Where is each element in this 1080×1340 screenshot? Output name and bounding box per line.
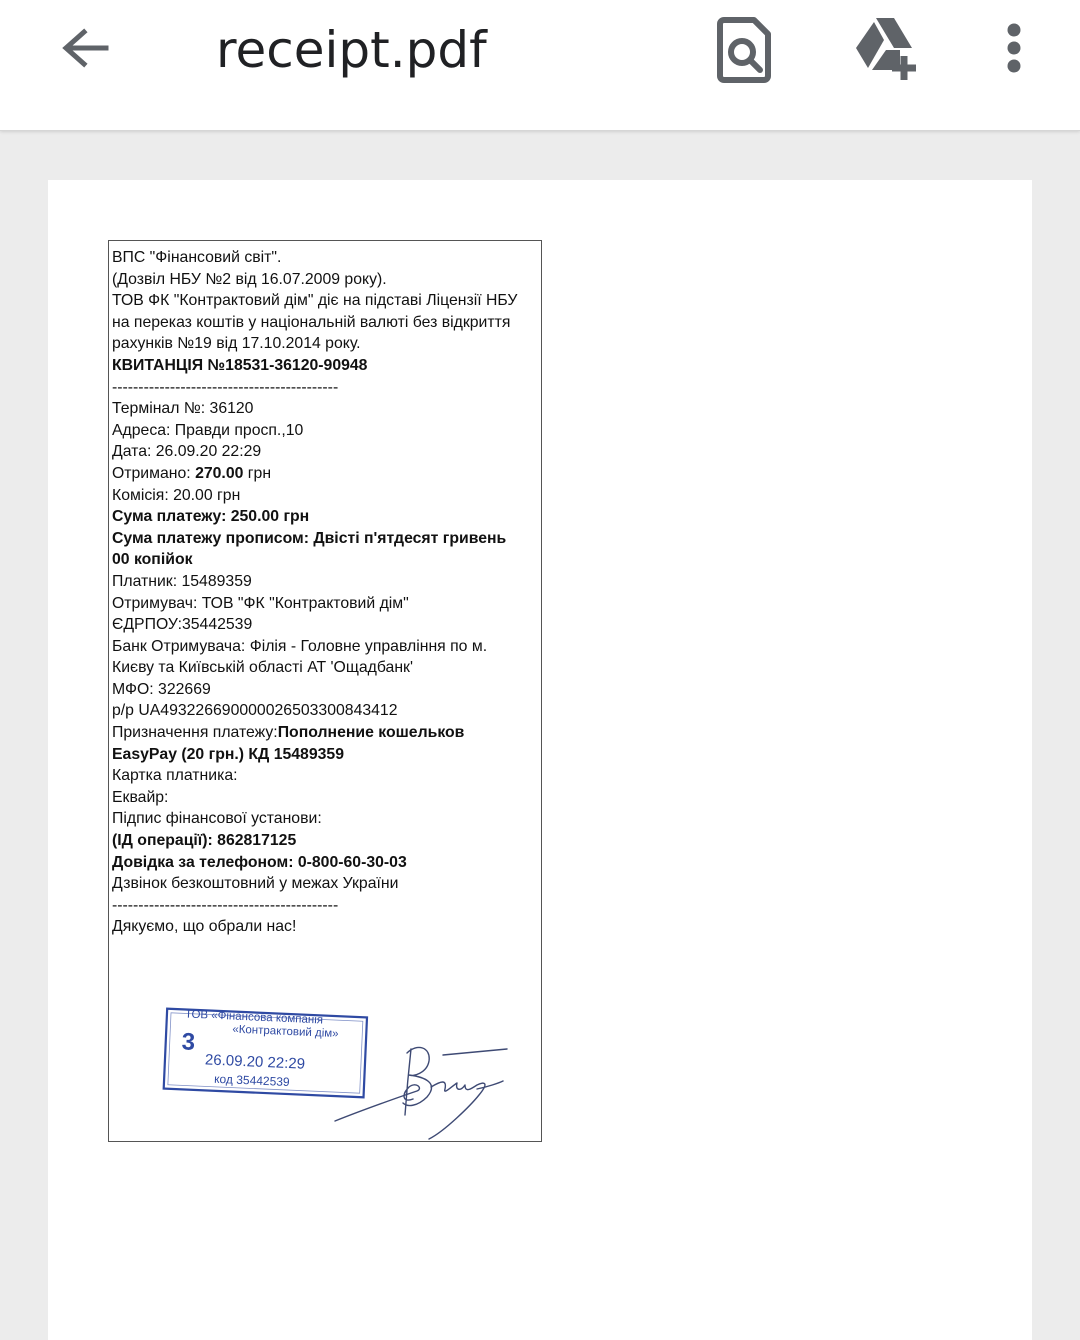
payment-purpose xyxy=(112,722,540,744)
terminal: Термінал №: 36120 xyxy=(112,400,254,418)
stamp-number: 3 xyxy=(181,1028,196,1056)
receipt-text xyxy=(112,247,540,938)
receipt xyxy=(108,240,542,1142)
payment-purpose-cont: EasyPay (20 грн.) КД 15489359 xyxy=(112,745,344,763)
stamp-and-signature xyxy=(155,991,525,1141)
mfo: МФО: 322669 xyxy=(112,680,211,698)
recipient-bank: Банк Отримувача: Філія - Головне управління по м. xyxy=(112,637,488,655)
document-title: receipt.pdf xyxy=(216,21,487,79)
recipient: Отримувач: ТОВ "ФК "Контрактовий дім" xyxy=(112,594,409,612)
payment-purpose-value: Пополнение кошельков xyxy=(277,724,465,742)
received-unit: грн xyxy=(243,464,272,482)
find-in-page-icon xyxy=(712,14,778,84)
receipt-line: (Дозвіл НБУ №2 від 16.07.2009 року). xyxy=(112,270,387,288)
stamp-line-1: ТОВ «Фінансова компанія xyxy=(184,1008,324,1027)
payment-sum: Сума платежу: 250.00 грн xyxy=(112,508,310,526)
institution-signature: Підпис фінансової установи: xyxy=(112,810,322,828)
add-to-drive-button[interactable] xyxy=(848,14,928,84)
operation-id: (ІД операції): 862817125 xyxy=(112,832,297,850)
find-in-page-button[interactable] xyxy=(712,14,778,84)
account: р/р UA493226690000026503300843412 xyxy=(112,702,398,720)
free-call-note: Дзвінок безкоштовний у межах України xyxy=(112,875,399,893)
pdf-page xyxy=(48,180,1032,1340)
receipt-line: рахунків №19 від 17.10.2014 року. xyxy=(112,335,361,353)
stamp-datetime: 26.09.20 22:29 xyxy=(204,1051,306,1073)
recipient-bank-cont: Києву та Київській області АТ 'Ощадбанк' xyxy=(112,659,413,677)
separator: ------------------------------------------- xyxy=(112,896,339,914)
receipt-number: КВИТАНЦІЯ №18531-36120-90948 xyxy=(112,356,368,374)
app-bar xyxy=(0,0,1080,131)
help-phone: Довідка за телефоном: 0-800-60-30-03 xyxy=(112,853,407,871)
separator: ------------------------------------------- xyxy=(112,378,339,396)
payment-purpose-label: Призначення платежу: xyxy=(112,724,278,742)
receipt-line: ТОВ ФК "Контрактовий дім" діє на підставі Ліцензії НБУ xyxy=(112,292,518,310)
date: Дата: 26.09.20 22:29 xyxy=(112,443,262,461)
back-arrow-icon xyxy=(52,18,116,82)
thanks-message: Дякуємо, що обрали нас! xyxy=(112,918,297,936)
received-value: 270.00 xyxy=(195,464,244,482)
received-label: Отримано: xyxy=(112,464,196,482)
edrpou: ЄДРПОУ:35442539 xyxy=(112,616,253,634)
received xyxy=(112,463,540,485)
payer: Платник: 15489359 xyxy=(112,572,252,590)
commission: Комісія: 20.00 грн xyxy=(112,486,241,504)
add-to-drive-icon xyxy=(848,14,928,84)
back-button[interactable] xyxy=(52,18,116,82)
receipt-line: ВПС "Фінансовий світ". xyxy=(112,249,282,266)
payer-card: Картка платника: xyxy=(112,767,238,785)
payment-sum-words-cont: 00 копійок xyxy=(112,551,193,569)
company-stamp xyxy=(164,1008,367,1098)
acquirer: Еквайр: xyxy=(112,788,169,806)
payment-sum-words: Сума платежу прописом: Двісті п'ятдесят гривень xyxy=(112,529,507,547)
address: Адреса: Правди просп.,10 xyxy=(112,421,304,439)
more-options-button[interactable] xyxy=(996,18,1032,82)
receipt-line: на переказ коштів у національній валюті без відкриття xyxy=(112,313,511,331)
stamp-code: код 35442539 xyxy=(213,1071,290,1090)
stamp-line-2: «Контрактовий дім» xyxy=(232,1023,339,1041)
more-vert-icon xyxy=(996,18,1032,82)
